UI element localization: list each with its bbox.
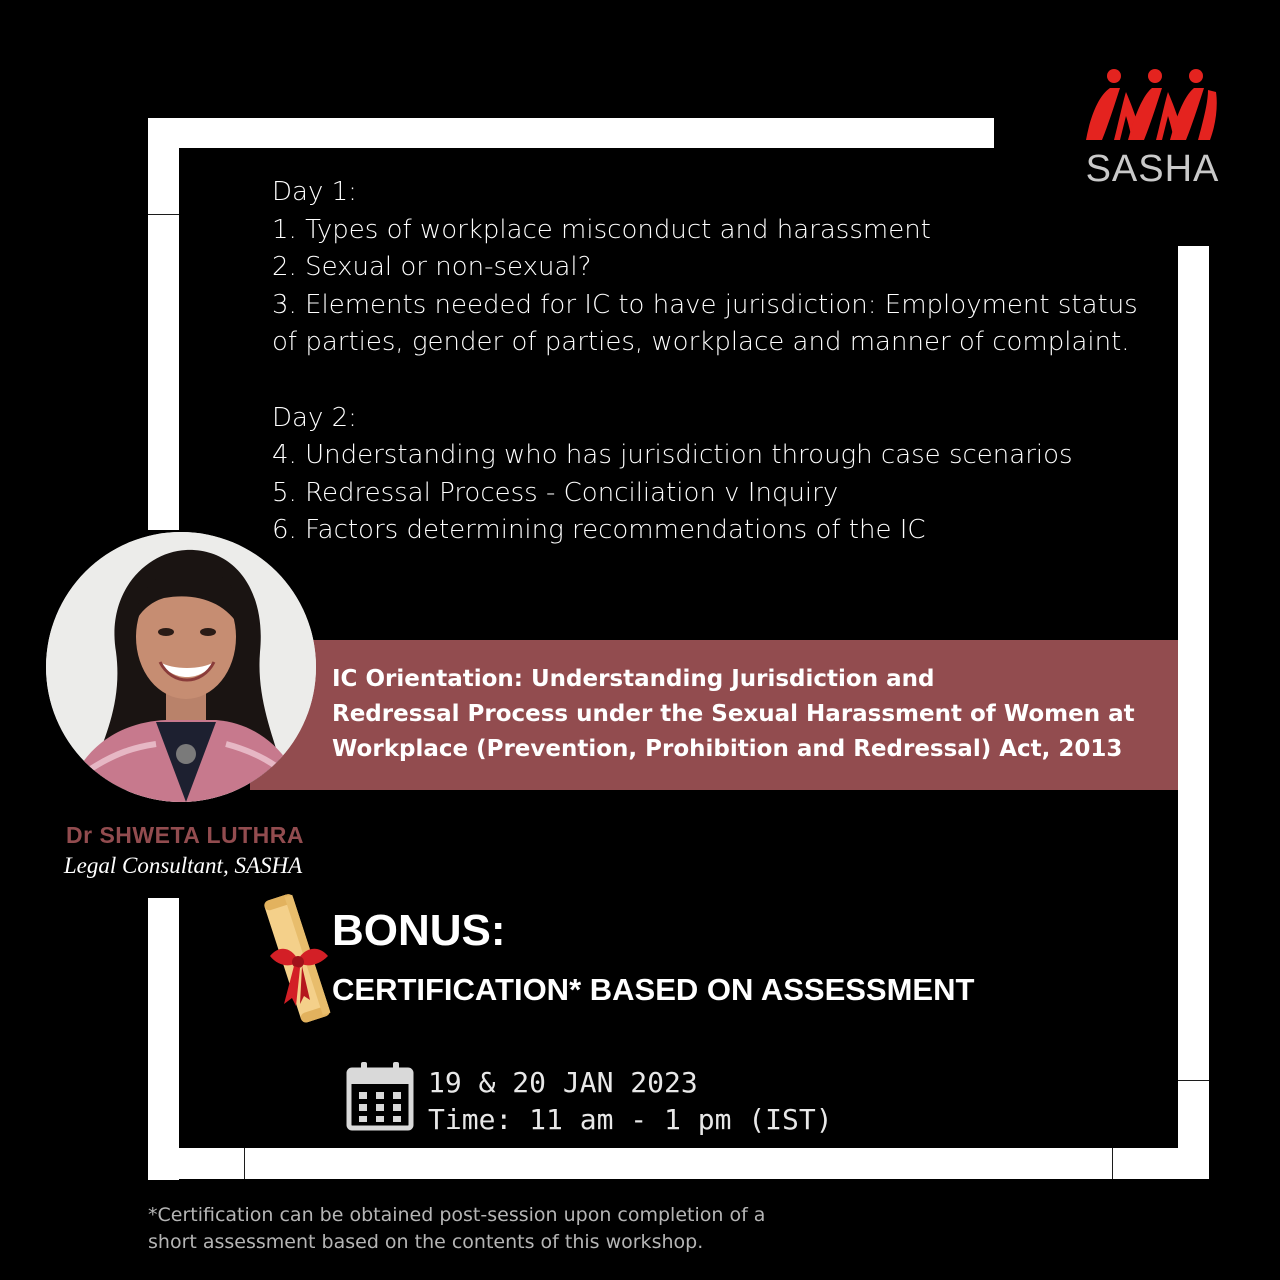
frame-left-lower xyxy=(148,898,179,1180)
speaker-name: Dr SHWETA LUTHRA xyxy=(66,822,304,848)
agenda-item: 4. Understanding who has jurisdiction through case scenarios xyxy=(272,440,1073,470)
footnote-line: *Certification can be obtained post-session upon completion of a xyxy=(148,1204,766,1226)
frame-bottom xyxy=(148,1148,1209,1179)
bonus-subheading: CERTIFICATION* BASED ON ASSESSMENT xyxy=(332,972,975,1007)
day1-heading: Day 1: xyxy=(272,177,357,207)
workshop-title xyxy=(332,662,1172,767)
speaker-role: Legal Consultant, SASHA xyxy=(63,853,303,878)
frame-left-upper xyxy=(148,118,179,530)
divider xyxy=(244,1148,245,1179)
schedule xyxy=(428,1064,833,1138)
agenda-item: 1. Types of workplace misconduct and harassment xyxy=(272,214,931,245)
title-line: IC Orientation: Understanding Jurisdiction and xyxy=(332,666,935,692)
calendar-icon xyxy=(345,1060,415,1132)
day2-heading: Day 2: xyxy=(272,402,357,433)
bonus-heading: BONUS: xyxy=(332,906,506,955)
frame-top xyxy=(148,118,994,148)
agenda-item: of parties, gender of parties, workplace and manner of complaint. xyxy=(272,327,1130,357)
footnote-line: short assessment based on the contents of this workshop. xyxy=(148,1231,704,1253)
sasha-logo xyxy=(1080,66,1225,190)
speaker-portrait xyxy=(46,532,316,802)
divider xyxy=(1112,1148,1113,1179)
title-line: Workplace (Prevention, Prohibition and Redressal) Act, 2013 xyxy=(332,736,1123,762)
three-people-figures-icon xyxy=(1080,66,1225,146)
divider xyxy=(1178,1080,1209,1081)
brand-name: SASHA xyxy=(1085,148,1220,190)
event-date: 19 & 20 JAN 2023 xyxy=(428,1066,698,1099)
agenda xyxy=(272,174,1162,550)
divider xyxy=(148,214,179,215)
agenda-item: 2. Sexual or non-sexual? xyxy=(272,252,592,282)
agenda-item: 3. Elements needed for IC to have jurisdiction: Employment status xyxy=(272,289,1138,320)
agenda-item: 5. Redressal Process - Conciliation v Inquiry xyxy=(272,477,839,508)
title-line: Redressal Process under the Sexual Harassment of Women at xyxy=(332,701,1135,727)
frame-right xyxy=(1178,246,1209,1179)
event-time: Time: 11 am - 1 pm (IST) xyxy=(428,1103,833,1136)
diploma-scroll-icon xyxy=(258,886,338,1031)
agenda-item: 6. Factors determining recommendations of the IC xyxy=(272,515,926,545)
certification-footnote xyxy=(148,1202,868,1256)
